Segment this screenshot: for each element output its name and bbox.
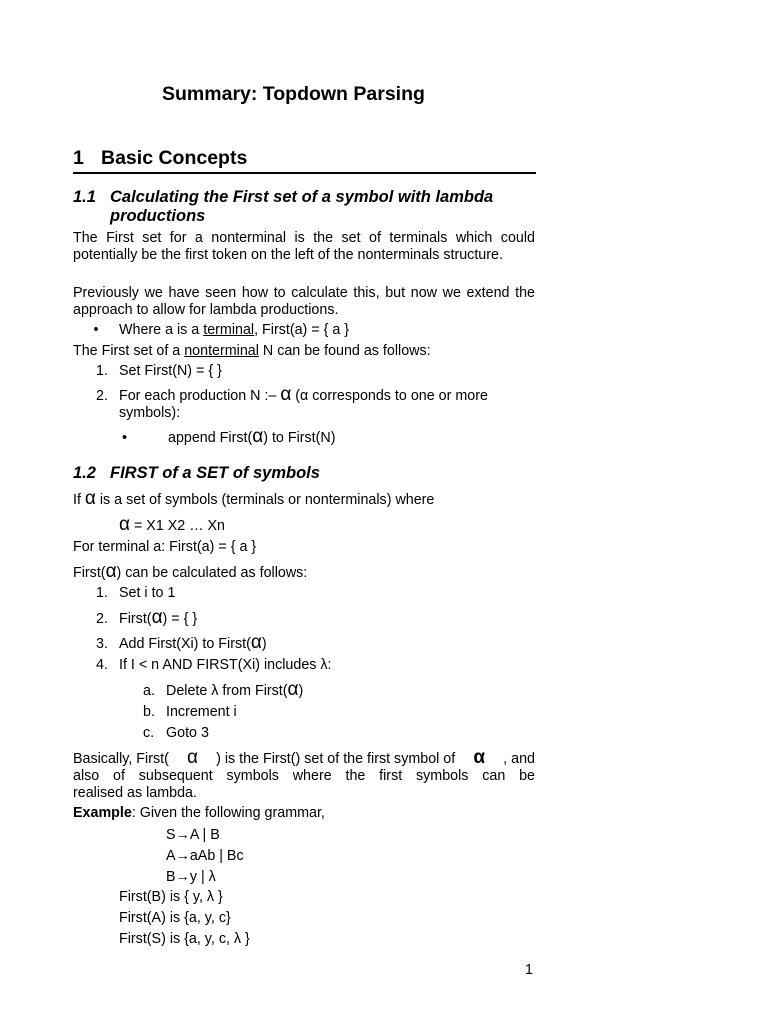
document-title: Summary: Topdown Parsing [162, 83, 425, 105]
grammar-rule-s: S→A | B [166, 827, 220, 843]
paragraph-alpha-definition: If α is a set of symbols (terminals or nonterminals) where [73, 488, 435, 509]
subsection-title: FIRST of a SET of symbols [110, 464, 320, 482]
calc-step-2: 2. First(α) = { } [96, 607, 198, 628]
calc-intro: First(α) can be calculated as follows: [73, 561, 308, 582]
bullet-icon: • [93, 322, 99, 338]
grammar-rule-a: A→aAb | Bc [166, 848, 244, 864]
bullet-terminal-rule: • Where a is a terminal, First(a) = { a } [73, 322, 349, 339]
subsection-title-line1: Calculating the First set of a symbol with lambda [110, 188, 494, 206]
subsection-number: 1.1 [73, 188, 96, 206]
basically-line-3: realised as lambda. [73, 785, 197, 801]
result-first-s: First(S) is {a, y, c, λ } [119, 931, 250, 947]
paragraph-first-set-definition: The First set for a nonterminal is the set of terminals which could potentially be the first token on the left of the nonterminals structure. [73, 230, 535, 263]
paragraph-lambda-extension: Previously we have seen how to calculate this, but now we extend the approach to allow for lambda productions. [73, 285, 535, 318]
calc-substep-a: a. Delete λ from First(α) [143, 679, 304, 700]
calc-substep-b: b. Increment i [143, 704, 237, 720]
list-step-2: 2. For each production N :– α (α corresponds to one or more [96, 384, 488, 405]
list-step-1: 1. Set First(N) = { } [96, 363, 222, 379]
list-step-2-continuation: symbols): [119, 405, 181, 421]
subsection-title-line2: productions [110, 207, 206, 225]
alpha-equation: α = X1 X2 … Xn [119, 514, 225, 535]
example-intro: Example: Given the following grammar, [73, 805, 325, 821]
section-1-1-heading [73, 188, 493, 207]
sub-bullet-append: • append First(α) to First(N) [119, 430, 336, 447]
page-number: 1 [525, 962, 533, 978]
basically-line-1: Basically, First( α ) is the First() set of the first symbol of α , and [73, 747, 535, 768]
result-first-b: First(B) is { y, λ } [119, 889, 223, 905]
section-divider [73, 172, 536, 174]
calc-step-3: 3. Add First(Xi) to First(α) [96, 632, 267, 653]
section-title: Basic Concepts [101, 147, 248, 169]
section-1-heading [73, 147, 247, 170]
section-1-2-heading [73, 464, 320, 483]
grammar-rule-b: B→y | λ [166, 869, 216, 885]
paragraph-nonterminal-rule: The First set of a nonterminal N can be found as follows: [73, 343, 431, 359]
calc-substep-c: c. Goto 3 [143, 725, 209, 741]
basically-line-2: also of subsequent symbols where the first symbols can be [73, 768, 535, 784]
section-number: 1 [73, 147, 84, 169]
result-first-a: First(A) is {a, y, c} [119, 910, 231, 926]
bullet-icon: • [122, 430, 128, 446]
calc-step-4: 4. If I < n AND FIRST(Xi) includes λ: [96, 657, 332, 673]
subsection-number: 1.2 [73, 464, 96, 482]
calc-step-1: 1. Set i to 1 [96, 585, 176, 601]
terminal-first-rule: For terminal a: First(a) = { a } [73, 539, 257, 555]
